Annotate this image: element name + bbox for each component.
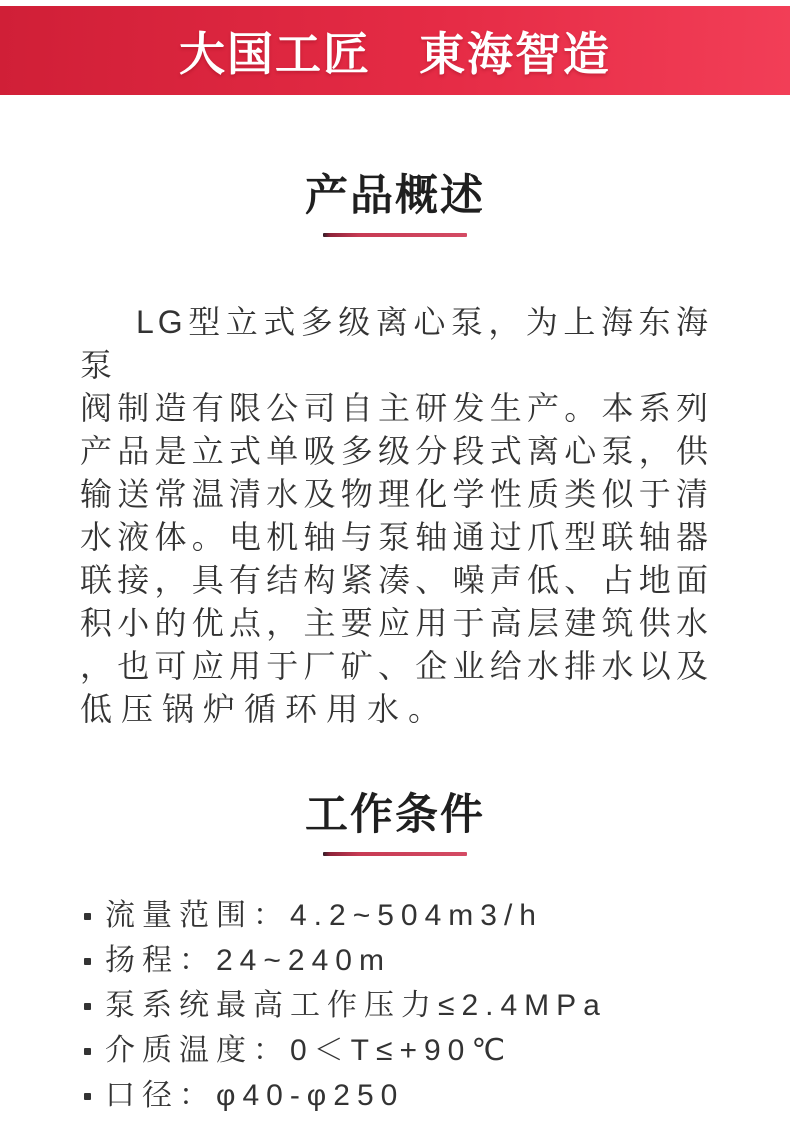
overview-heading: 产品概述 bbox=[305, 172, 485, 220]
condition-text: 介质温度：0＜T≤+90℃ bbox=[105, 1034, 513, 1067]
overview-section bbox=[0, 170, 790, 731]
condition-text: 泵系统最高工作压力≤2.4MPa bbox=[105, 989, 607, 1022]
overview-paragraph bbox=[80, 301, 712, 731]
paragraph-line: 低压锅炉循环用水。 bbox=[80, 691, 450, 727]
bullet-icon bbox=[84, 1048, 91, 1055]
paragraph-line: 水液体。电机轴与泵轴通过爪型联轴器 bbox=[80, 519, 712, 555]
paragraph-line: 输送常温清水及物理化学性质类似于清 bbox=[80, 476, 712, 512]
condition-item bbox=[84, 990, 790, 1022]
product-flyer-page bbox=[0, 6, 790, 1124]
conditions-heading: 工作条件 bbox=[305, 791, 485, 839]
conditions-list bbox=[84, 900, 790, 1112]
paragraph-line: 产品是立式单吸多级分段式离心泵，供 bbox=[80, 433, 712, 469]
condition-text: 扬程：24~240m bbox=[105, 944, 391, 977]
condition-text: 口径：φ40-φ250 bbox=[105, 1079, 405, 1112]
paragraph-line: 阀制造有限公司自主研发生产。本系列 bbox=[80, 390, 712, 426]
paragraph-line: 联接，具有结构紧凑、噪声低、占地面 bbox=[80, 562, 712, 598]
paragraph-line: 积小的优点，主要应用于高层建筑供水 bbox=[80, 605, 712, 641]
conditions-section bbox=[0, 789, 790, 1112]
condition-text: 流量范围：4.2~504m3/h bbox=[105, 899, 543, 932]
paragraph-line: LG型立式多级离心泵，为上海东海泵 bbox=[80, 304, 712, 383]
conditions-heading-underline bbox=[323, 852, 467, 856]
bullet-icon bbox=[84, 1093, 91, 1100]
condition-item bbox=[84, 900, 790, 932]
condition-item bbox=[84, 1035, 790, 1067]
banner-title: 大国工匠 東海智造 bbox=[179, 27, 611, 80]
bullet-icon bbox=[84, 958, 91, 965]
overview-heading-underline bbox=[323, 233, 467, 237]
bullet-icon bbox=[84, 1003, 91, 1010]
condition-item bbox=[84, 1080, 790, 1112]
condition-item bbox=[84, 945, 790, 977]
bullet-icon bbox=[84, 913, 91, 920]
top-banner bbox=[0, 6, 790, 95]
paragraph-line: ，也可应用于厂矿、企业给水排水以及 bbox=[80, 648, 712, 684]
